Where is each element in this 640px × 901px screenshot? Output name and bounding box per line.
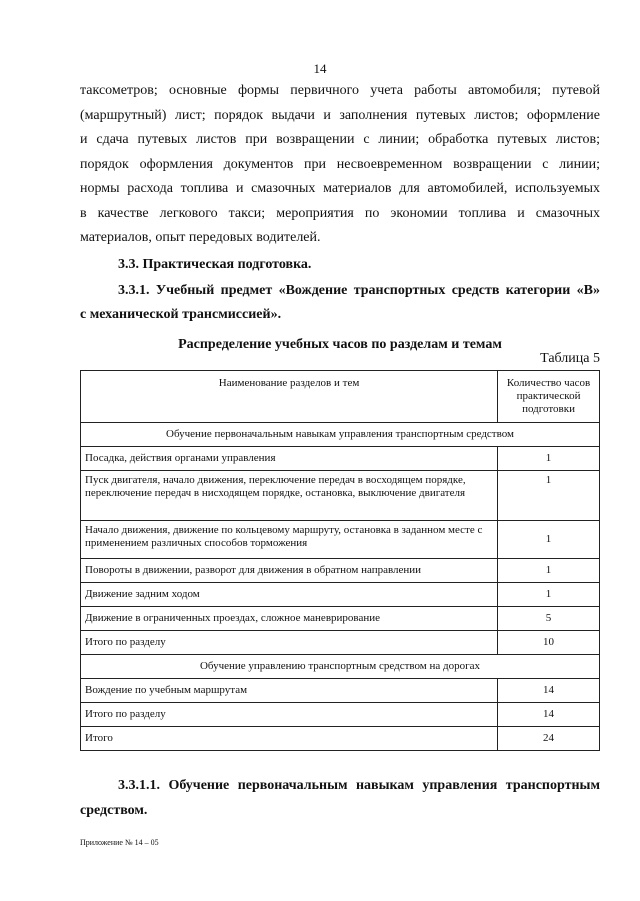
section-title-cell: Обучение первоначальным навыкам управления транспортным средством	[81, 423, 600, 447]
total-row	[81, 727, 600, 751]
table-row	[81, 559, 600, 583]
table-header-row	[81, 371, 600, 423]
text-line: в качестве легкового такси; мероприятия по экономии топлива и смазочных	[80, 205, 600, 221]
hours-cell: 1	[498, 559, 600, 583]
text-line: и сдача путевых листов при возвращении с линии; обработка путевых листов;	[80, 132, 600, 147]
hours-cell: 1	[498, 583, 600, 607]
topic-cell: Начало движения, движение по кольцевому маршруту, остановка в заданном месте с применением различных способов торможения	[81, 521, 498, 559]
table-row	[81, 471, 600, 521]
table-row	[81, 447, 600, 471]
topic-cell: Повороты в движении, разворот для движения в обратном направлении	[81, 559, 498, 583]
section-title-cell: Обучение управлению транспортным средством на дорогах	[81, 655, 600, 679]
heading-line: средством.	[80, 803, 148, 818]
topic-cell: Пуск двигателя, начало движения, переключение передач в восходящем порядке, переключение передач в нисходящем порядке, остановка, выключение двигателя	[81, 471, 498, 521]
header-name-cell: Наименование разделов и тем	[81, 371, 498, 423]
text-line: нормы расхода топлива и смазочных материалов для автомобилей, используемых	[80, 181, 600, 196]
header-hours-cell: Количество часов практической подготовки	[498, 371, 600, 423]
text-line: порядок оформления документов при несвоевременном возвращении с линии;	[80, 156, 600, 172]
total-label-cell: Итого	[81, 727, 498, 751]
subtotal-row	[81, 631, 600, 655]
table-row	[81, 521, 600, 559]
table-row	[81, 679, 600, 703]
subtotal-label-cell: Итого по разделу	[81, 631, 498, 655]
hours-cell: 1	[498, 521, 600, 559]
page-number: 14	[313, 61, 327, 76]
subtotal-hours-cell: 14	[498, 703, 600, 727]
section-row	[81, 655, 600, 679]
hours-cell: 5	[498, 607, 600, 631]
table-label: Таблица 5	[540, 351, 600, 366]
subject-heading	[80, 279, 600, 327]
table-title: Распределение учебных часов по разделам и темам	[178, 337, 502, 352]
heading-line: 3.3.1. Учебный предмет «Вождение транспортных средств категории «В»	[118, 283, 600, 298]
subtotal-label-cell: Итого по разделу	[81, 703, 498, 727]
section-row	[81, 423, 600, 447]
hours-cell: 14	[498, 679, 600, 703]
hours-cell: 1	[498, 471, 600, 521]
footer-note: Приложение № 14 – 05	[80, 838, 159, 847]
table-row	[81, 583, 600, 607]
text-line: таксометров; основные формы первичного учета работы автомобиля; путевой	[80, 83, 600, 98]
topic-cell: Вождение по учебным маршрутам	[81, 679, 498, 703]
topic-cell: Посадка, действия органами управления	[81, 447, 498, 471]
text-line: материалов, опыт передовых водителей.	[80, 230, 321, 245]
topic-cell: Движение в ограниченных проездах, сложное маневрирование	[81, 607, 498, 631]
subsection-heading	[80, 773, 600, 823]
heading-line: 3.3.1.1. Обучение первоначальным навыкам управления транспортным	[118, 778, 600, 793]
text-line: (маршрутный) лист; порядок выдачи и заполнения путевых листов; оформление	[80, 107, 600, 123]
total-hours-cell: 24	[498, 727, 600, 751]
topic-cell: Движение задним ходом	[81, 583, 498, 607]
subtotal-row	[81, 703, 600, 727]
subtotal-hours-cell: 10	[498, 631, 600, 655]
hours-table	[80, 370, 600, 751]
hours-cell: 1	[498, 447, 600, 471]
intro-paragraph	[80, 79, 600, 251]
section-heading: 3.3. Практическая подготовка.	[118, 257, 312, 272]
table-row	[81, 607, 600, 631]
heading-line: с механической трансмиссией».	[80, 307, 282, 322]
